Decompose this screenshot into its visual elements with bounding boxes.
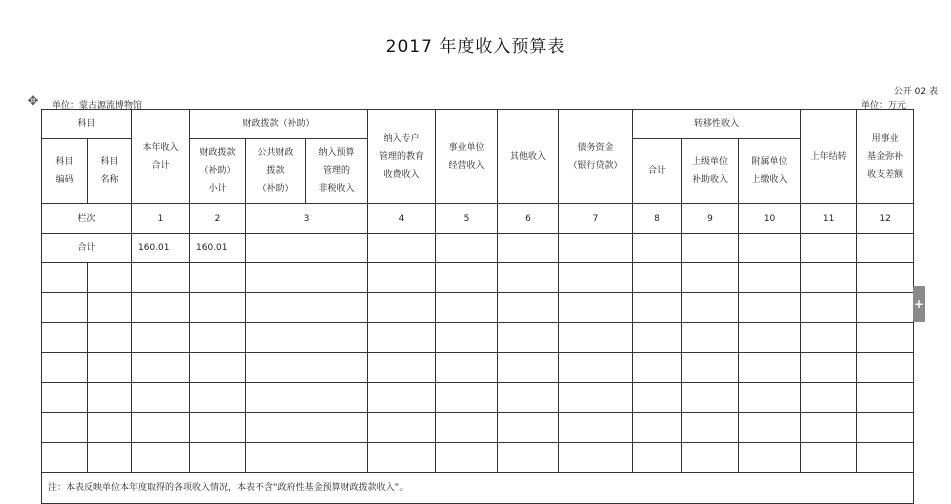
table-cell[interactable] <box>857 323 914 353</box>
table-cell[interactable] <box>190 383 246 413</box>
header-fiscal-subtotal: 财政拨款 （补助） 小计 <box>190 139 246 204</box>
header-fund-gap: 用事业 基金弥补 收支差额 <box>857 110 914 204</box>
table-cell[interactable] <box>498 293 559 323</box>
header-transfer-total: 合计 <box>633 139 682 204</box>
table-cell[interactable] <box>633 263 682 293</box>
header-upper-subsidy: 上级单位 补助收入 <box>682 139 739 204</box>
column-number: 11 <box>801 204 857 234</box>
table-cell[interactable] <box>739 443 801 473</box>
header-last-year: 上年结转 <box>801 110 857 204</box>
total-cell[interactable] <box>633 234 682 263</box>
table-cell[interactable] <box>88 443 132 473</box>
table-cell[interactable] <box>633 383 682 413</box>
column-number: 7 <box>559 204 633 234</box>
table-cell[interactable] <box>436 323 498 353</box>
table-cell[interactable] <box>368 443 436 473</box>
table-cell[interactable] <box>559 293 633 323</box>
table-cell[interactable] <box>682 293 739 323</box>
column-number-row <box>42 204 914 234</box>
table-cell[interactable] <box>190 413 246 443</box>
table-row <box>42 413 914 443</box>
total-label: 合计 <box>42 234 132 263</box>
table-cell[interactable] <box>801 323 857 353</box>
header-debt: 债务资金 （银行贷款） <box>559 110 633 204</box>
table-cell[interactable] <box>88 293 132 323</box>
table-cell[interactable] <box>368 323 436 353</box>
table-cell[interactable] <box>42 263 88 293</box>
table-cell[interactable] <box>132 293 190 323</box>
table-cell[interactable] <box>42 353 88 383</box>
table-cell[interactable] <box>801 383 857 413</box>
table-cell[interactable] <box>246 443 368 473</box>
table-cell[interactable] <box>682 413 739 443</box>
form-code: 公开 02 表 <box>893 87 938 97</box>
column-number: 2 <box>190 204 246 234</box>
table-cell[interactable] <box>190 263 246 293</box>
table-row <box>42 383 914 413</box>
table-cell[interactable] <box>88 353 132 383</box>
table-cell[interactable] <box>682 443 739 473</box>
total-cell[interactable]: 160.01 <box>190 234 246 263</box>
table-cell[interactable] <box>88 323 132 353</box>
table-cell[interactable] <box>190 353 246 383</box>
table-cell[interactable] <box>633 293 682 323</box>
table-row <box>42 293 914 323</box>
column-number: 12 <box>857 204 914 234</box>
table-cell[interactable] <box>633 323 682 353</box>
table-cell[interactable] <box>436 413 498 443</box>
table-cell[interactable] <box>190 293 246 323</box>
total-cell[interactable] <box>801 234 857 263</box>
total-cell[interactable] <box>498 234 559 263</box>
table-cell[interactable] <box>682 383 739 413</box>
table-row <box>42 353 914 383</box>
total-cell[interactable] <box>436 234 498 263</box>
table-cell[interactable] <box>633 353 682 383</box>
header-other: 其他收入 <box>498 110 559 204</box>
table-cell[interactable] <box>498 413 559 443</box>
table-cell[interactable] <box>633 413 682 443</box>
table-cell[interactable] <box>498 353 559 383</box>
header-public-fiscal: 公共财政 拨款 （补助） <box>246 139 306 204</box>
header-fiscal-group: 财政拨款（补助） <box>190 110 368 139</box>
table-move-handle-icon[interactable]: ✥ <box>27 94 39 109</box>
page-title: 2017 年度收入预算表 <box>385 37 566 57</box>
total-cell[interactable] <box>559 234 633 263</box>
table-cell[interactable] <box>857 443 914 473</box>
table-cell[interactable] <box>246 413 368 443</box>
table-cell[interactable] <box>368 353 436 383</box>
table-cell[interactable] <box>857 263 914 293</box>
column-number: 9 <box>682 204 739 234</box>
header-subject-code: 科目 编码 <box>42 139 88 204</box>
table-cell[interactable] <box>132 323 190 353</box>
table-cell[interactable] <box>559 353 633 383</box>
table-cell[interactable] <box>801 293 857 323</box>
table-cell[interactable] <box>88 383 132 413</box>
table-cell[interactable] <box>246 383 368 413</box>
table-cell[interactable] <box>42 383 88 413</box>
table-cell[interactable] <box>682 263 739 293</box>
table-cell[interactable] <box>739 353 801 383</box>
table-cell[interactable] <box>132 443 190 473</box>
header-business: 事业单位 经营收入 <box>436 110 498 204</box>
table-row <box>42 323 914 353</box>
table-row <box>42 443 914 473</box>
column-number: 4 <box>368 204 436 234</box>
header-special-edu: 纳入专户 管理的教育 收费收入 <box>368 110 436 204</box>
table-cell[interactable] <box>42 413 88 443</box>
table-cell[interactable] <box>801 443 857 473</box>
table-cell[interactable] <box>246 323 368 353</box>
table-cell[interactable] <box>633 443 682 473</box>
column-number: 8 <box>633 204 682 234</box>
table-cell[interactable] <box>436 443 498 473</box>
total-cell[interactable] <box>682 234 739 263</box>
table-cell[interactable] <box>559 443 633 473</box>
header-subject: 科目 <box>42 110 132 139</box>
table-cell[interactable] <box>857 383 914 413</box>
table-cell[interactable] <box>88 413 132 443</box>
table-cell[interactable] <box>801 353 857 383</box>
currency-unit: 单位：万元 <box>860 101 906 111</box>
table-row <box>42 263 914 293</box>
table-cell[interactable] <box>88 263 132 293</box>
table-cell[interactable] <box>246 263 368 293</box>
total-cell[interactable] <box>246 234 368 263</box>
table-cell[interactable] <box>559 383 633 413</box>
table-cell[interactable] <box>857 413 914 443</box>
column-number: 1 <box>132 204 190 234</box>
table-cell[interactable] <box>559 413 633 443</box>
table-cell[interactable] <box>559 263 633 293</box>
table-cell[interactable] <box>190 323 246 353</box>
table-cell[interactable] <box>368 383 436 413</box>
table-cell[interactable] <box>739 413 801 443</box>
table-cell[interactable] <box>368 293 436 323</box>
unit-name: 单位：蒙古源流博物馆 <box>52 101 143 111</box>
column-number-label: 栏次 <box>42 204 132 234</box>
table-cell[interactable] <box>436 263 498 293</box>
table-cell[interactable] <box>498 323 559 353</box>
table-cell[interactable] <box>368 413 436 443</box>
table-cell[interactable] <box>190 443 246 473</box>
table-cell[interactable] <box>739 263 801 293</box>
column-number: 3 <box>246 204 368 234</box>
table-cell[interactable] <box>739 323 801 353</box>
total-cell[interactable] <box>368 234 436 263</box>
table-cell[interactable] <box>682 323 739 353</box>
table-cell[interactable] <box>132 353 190 383</box>
table-cell[interactable] <box>436 293 498 323</box>
header-transfer-group: 转移性收入 <box>633 110 801 139</box>
table-cell[interactable] <box>682 353 739 383</box>
header-affiliated: 附属单位 上缴收入 <box>739 139 801 204</box>
income-budget-table <box>41 109 914 504</box>
expand-panel-icon[interactable]: + <box>913 286 925 322</box>
total-cell[interactable]: 160.01 <box>132 234 190 263</box>
header-budget-nontax: 纳入预算 管理的 非税收入 <box>306 139 368 204</box>
table-cell[interactable] <box>246 353 368 383</box>
table-cell[interactable] <box>739 293 801 323</box>
table-cell[interactable] <box>132 413 190 443</box>
table-cell[interactable] <box>42 443 88 473</box>
table-cell[interactable] <box>498 263 559 293</box>
table-cell[interactable] <box>801 263 857 293</box>
column-number: 10 <box>739 204 801 234</box>
table-cell[interactable] <box>559 323 633 353</box>
header-subject-name: 科目 名称 <box>88 139 132 204</box>
total-cell[interactable] <box>857 234 914 263</box>
table-cell[interactable] <box>368 263 436 293</box>
column-number: 6 <box>498 204 559 234</box>
table-cell[interactable] <box>801 413 857 443</box>
table-cell[interactable] <box>436 383 498 413</box>
table-cell[interactable] <box>132 383 190 413</box>
table-cell[interactable] <box>436 353 498 383</box>
table-cell[interactable] <box>42 293 88 323</box>
column-number: 5 <box>436 204 498 234</box>
total-row <box>42 234 914 263</box>
table-cell[interactable] <box>857 293 914 323</box>
table-cell[interactable] <box>246 293 368 323</box>
table-cell[interactable] <box>498 443 559 473</box>
table-footnote: 注：本表反映单位本年度取得的各项收入情况，本表不含“政府性基金预算财政拨款收入”。 <box>42 473 914 504</box>
table-cell[interactable] <box>132 263 190 293</box>
table-cell[interactable] <box>739 383 801 413</box>
total-cell[interactable] <box>739 234 801 263</box>
header-total-income: 本年收入 合计 <box>132 110 190 204</box>
table-cell[interactable] <box>498 383 559 413</box>
table-cell[interactable] <box>42 323 88 353</box>
table-cell[interactable] <box>857 353 914 383</box>
